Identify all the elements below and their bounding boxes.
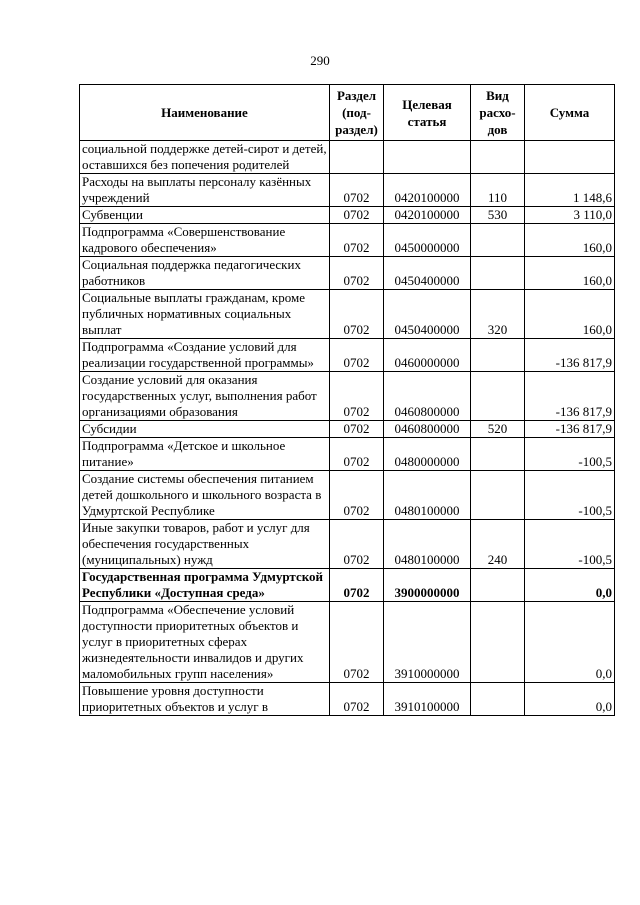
table-row <box>80 372 615 421</box>
cell-name: Подпрограмма «Детское и школьное питание» <box>80 438 330 471</box>
cell-sum <box>525 141 615 174</box>
table-row <box>80 141 615 174</box>
cell-kind <box>471 141 525 174</box>
cell-kind: 520 <box>471 421 525 438</box>
cell-name: Расходы на выплаты персоналу казённых учреждений <box>80 174 330 207</box>
table-row <box>80 339 615 372</box>
header-section: Раздел (под-раздел) <box>330 85 384 141</box>
cell-target: 3900000000 <box>384 569 471 602</box>
table-row <box>80 569 615 602</box>
cell-name: Социальная поддержка педагогических работников <box>80 257 330 290</box>
table-row <box>80 174 615 207</box>
cell-kind <box>471 569 525 602</box>
cell-sum: -136 817,9 <box>525 372 615 421</box>
cell-section: 0702 <box>330 339 384 372</box>
table-header-row <box>80 85 615 141</box>
cell-target: 3910100000 <box>384 683 471 716</box>
cell-sum: 160,0 <box>525 290 615 339</box>
cell-name: Создание условий для оказания государственных услуг, выполнения работ организациями образования <box>80 372 330 421</box>
table-row <box>80 438 615 471</box>
table-row <box>80 207 615 224</box>
budget-table <box>79 84 615 716</box>
cell-kind <box>471 683 525 716</box>
cell-name: Иные закупки товаров, работ и услуг для обеспечения государственных (муниципальных) нужд <box>80 520 330 569</box>
cell-kind <box>471 372 525 421</box>
cell-target: 0460000000 <box>384 339 471 372</box>
table-row <box>80 421 615 438</box>
cell-target: 0450000000 <box>384 224 471 257</box>
cell-sum: 3 110,0 <box>525 207 615 224</box>
cell-kind <box>471 602 525 683</box>
header-name: Наименование <box>80 85 330 141</box>
page-number: 290 <box>310 53 330 68</box>
cell-kind <box>471 224 525 257</box>
cell-target: 0450400000 <box>384 257 471 290</box>
cell-target: 0460800000 <box>384 421 471 438</box>
cell-section: 0702 <box>330 290 384 339</box>
cell-sum: 1 148,6 <box>525 174 615 207</box>
cell-section: 0702 <box>330 207 384 224</box>
cell-kind: 320 <box>471 290 525 339</box>
cell-name: Социальные выплаты гражданам, кроме публичных нормативных социальных выплат <box>80 290 330 339</box>
cell-target: 0480100000 <box>384 471 471 520</box>
cell-name: Повышение уровня доступности приоритетных объектов и услуг в <box>80 683 330 716</box>
cell-section: 0702 <box>330 224 384 257</box>
cell-target: 0480000000 <box>384 438 471 471</box>
cell-sum: 0,0 <box>525 602 615 683</box>
cell-kind <box>471 339 525 372</box>
cell-target: 0420100000 <box>384 174 471 207</box>
cell-section: 0702 <box>330 438 384 471</box>
cell-kind <box>471 257 525 290</box>
cell-sum: -100,5 <box>525 471 615 520</box>
cell-name: Подпрограмма «Создание условий для реализации государственной программы» <box>80 339 330 372</box>
cell-section: 0702 <box>330 683 384 716</box>
cell-name: социальной поддержке детей-сирот и детей, оставшихся без попечения родителей <box>80 141 330 174</box>
table-row <box>80 224 615 257</box>
cell-target: 0480100000 <box>384 520 471 569</box>
table-row <box>80 257 615 290</box>
cell-target: 3910000000 <box>384 602 471 683</box>
cell-name: Субсидии <box>80 421 330 438</box>
cell-name: Государственная программа Удмуртской Республики «Доступная среда» <box>80 569 330 602</box>
cell-target <box>384 141 471 174</box>
table-row <box>80 290 615 339</box>
header-sum: Сумма <box>525 85 615 141</box>
cell-sum: -136 817,9 <box>525 339 615 372</box>
cell-kind: 240 <box>471 520 525 569</box>
cell-section: 0702 <box>330 520 384 569</box>
cell-sum: -100,5 <box>525 438 615 471</box>
cell-section: 0702 <box>330 471 384 520</box>
table-row <box>80 683 615 716</box>
cell-name: Подпрограмма «Совершенствование кадрового обеспечения» <box>80 224 330 257</box>
cell-kind <box>471 471 525 520</box>
cell-sum: -136 817,9 <box>525 421 615 438</box>
cell-sum: -100,5 <box>525 520 615 569</box>
cell-sum: 0,0 <box>525 569 615 602</box>
cell-name: Подпрограмма «Обеспечение условий доступности приоритетных объектов и услуг в приоритетных сферах жизнедеятельности инвалидов и других маломобильных групп населения» <box>80 602 330 683</box>
cell-target: 0450400000 <box>384 290 471 339</box>
cell-kind <box>471 438 525 471</box>
cell-kind: 530 <box>471 207 525 224</box>
table-row <box>80 602 615 683</box>
table-row <box>80 520 615 569</box>
cell-kind: 110 <box>471 174 525 207</box>
cell-section: 0702 <box>330 257 384 290</box>
cell-sum: 160,0 <box>525 257 615 290</box>
cell-target: 0460800000 <box>384 372 471 421</box>
cell-target: 0420100000 <box>384 207 471 224</box>
cell-name: Субвенции <box>80 207 330 224</box>
header-kind: Вид расхо-дов <box>471 85 525 141</box>
cell-section <box>330 141 384 174</box>
table-row <box>80 471 615 520</box>
header-target: Целевая статья <box>384 85 471 141</box>
cell-sum: 160,0 <box>525 224 615 257</box>
cell-section: 0702 <box>330 421 384 438</box>
cell-name: Создание системы обеспечения питанием детей дошкольного и школьного возраста в Удмуртской Республике <box>80 471 330 520</box>
cell-sum: 0,0 <box>525 683 615 716</box>
cell-section: 0702 <box>330 602 384 683</box>
cell-section: 0702 <box>330 569 384 602</box>
cell-section: 0702 <box>330 372 384 421</box>
cell-section: 0702 <box>330 174 384 207</box>
